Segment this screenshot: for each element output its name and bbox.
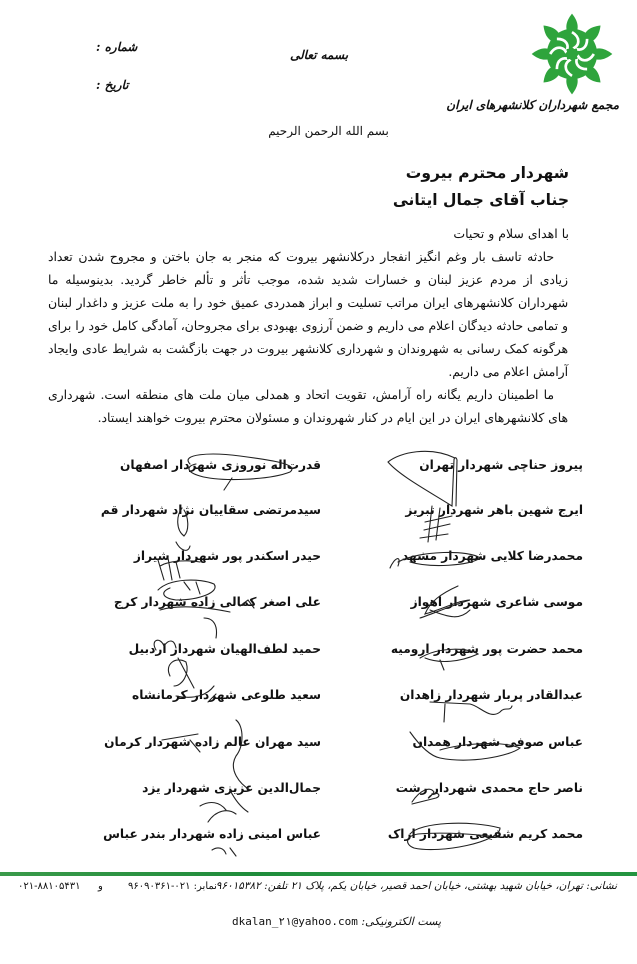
body-paragraph-1: حادثه تاسف بار وغم انگیز انفجار درکلانشهر بیروت که منجر به جان باختن و مجروح شدن تعداد زیادی از مردم عزیز لبنان و خسارات شدید شده، موجب تأثر و تألم خاطر گردید. بدینوسیله ما شهرداران کلانشهرهای ایران مراتب تسلیت و ابراز همدردی عمیق خود را به ملت عزیز و داغدار لبنان و تمامی حادثه دیدگان اعلام می داریم و ضمن آرزوی بهبودی برای مجروحان، آمادگی کامل خود را برای هرگونه کمک رسانی به شهروندان و شهرداری کلانشهر بیروت در جهت بازگشت به شرایط عادی وایجاد آرامش اعلام می داریم. [48,250,568,379]
signatory-qom: سیدمرتضی سقاییان نژاد شهردار قم [100,503,321,517]
signatory-tehran: پیروز حناچی شهردار تهران [419,458,583,472]
signatory-isfahan: قدرت‌اله نوروزی شهردار اصفهان [120,458,321,472]
footer-and: و [98,881,103,892]
signatory-tabriz: ایرج شهین باهر شهردار تبریز [405,503,583,517]
recipient-name: جناب آقای جمال ایتانی [392,191,569,209]
letter-body [48,246,568,430]
footer-address: نشانی: تهران، خیابان شهید بهشتی، خیابان احمد قصیر، خیابان یکم، پلاک ۲۱ تلفن: ۹۶۰۱۵۳۸۲ [215,880,617,892]
signatory-bandar-abbas: عباس امینی زاده شهردار بندر عباس [103,827,321,841]
body-paragraph-2: ما اطمینان داریم یگانه راه آرامش، تقویت اتحاد و همدلی میان ملت های منطقه است. شهرداری های کلانشهرهای ایران در این ایام در کنار شهروندان و مسئولان محترم بیروت خواهند ایستاد. [48,388,568,425]
letter-number-label: شماره : [96,40,138,54]
signatory-kerman: سید مهران عالم زاده شهردار کرمان [104,735,321,749]
invocation-header: بسمه تعالی [290,48,349,62]
signatory-mashhad: محمدرضا کلایی شهردار مشهد [402,549,583,563]
signatory-yazd: جمال‌الدین عزیزی شهردار یزد [142,781,321,795]
recipient-title: شهردار محترم بیروت [405,164,569,182]
signatory-arak: محمد کریم شفیعی شهردار اراک [387,827,583,841]
municipality-rosette-logo-icon [530,12,614,96]
signatory-ardabil: حمید لطف‌الهیان شهردار اردبیل [128,642,321,656]
footer-fax: نمابر: ۰۲۱-۹۶۰۹۰۳۶۱ [128,881,217,892]
signatory-hamedan: عباس صوفی شهردار همدان [412,735,583,749]
footer-email-row [232,915,441,928]
signatory-zahedan: عبدالقادر پربار شهردار زاهدان [399,688,583,702]
signatures-section [0,450,637,860]
letterhead [0,0,637,130]
email-label: پست الکترونیکی: [361,915,442,928]
signatory-shiraz: حیدر اسکندر پور شهردار شیراز [133,549,321,563]
footer-phone: ۰۲۱-۸۸۱۰۵۴۳۱ [18,881,81,892]
greeting: با اهدای سلام و تحیات [453,226,569,241]
signatory-karaj: علی اصغر کمالی زاده شهردار کرج [113,595,321,609]
signatory-urmia: محمد حضرت پور شهردار ارومیه [390,642,583,656]
basmala: بسم الله الرحمن الرحیم [268,124,389,138]
signatory-ahvaz: موسی شاعری شهردار اهواز [410,595,583,609]
recipient-block [393,160,569,214]
signatory-rasht: ناصر حاج محمدی شهردار رشت [395,781,583,795]
organization-name: مجمع شهرداران کلانشهرهای ایران [446,98,619,112]
email-link[interactable]: dkalan_۲۱@yahoo.com [232,915,358,928]
letter-date-label: تاریخ : [96,78,129,92]
footer-divider-bar [0,872,637,876]
signatory-kermanshah: سعید طلوعی شهردار کرمانشاه [132,688,321,702]
